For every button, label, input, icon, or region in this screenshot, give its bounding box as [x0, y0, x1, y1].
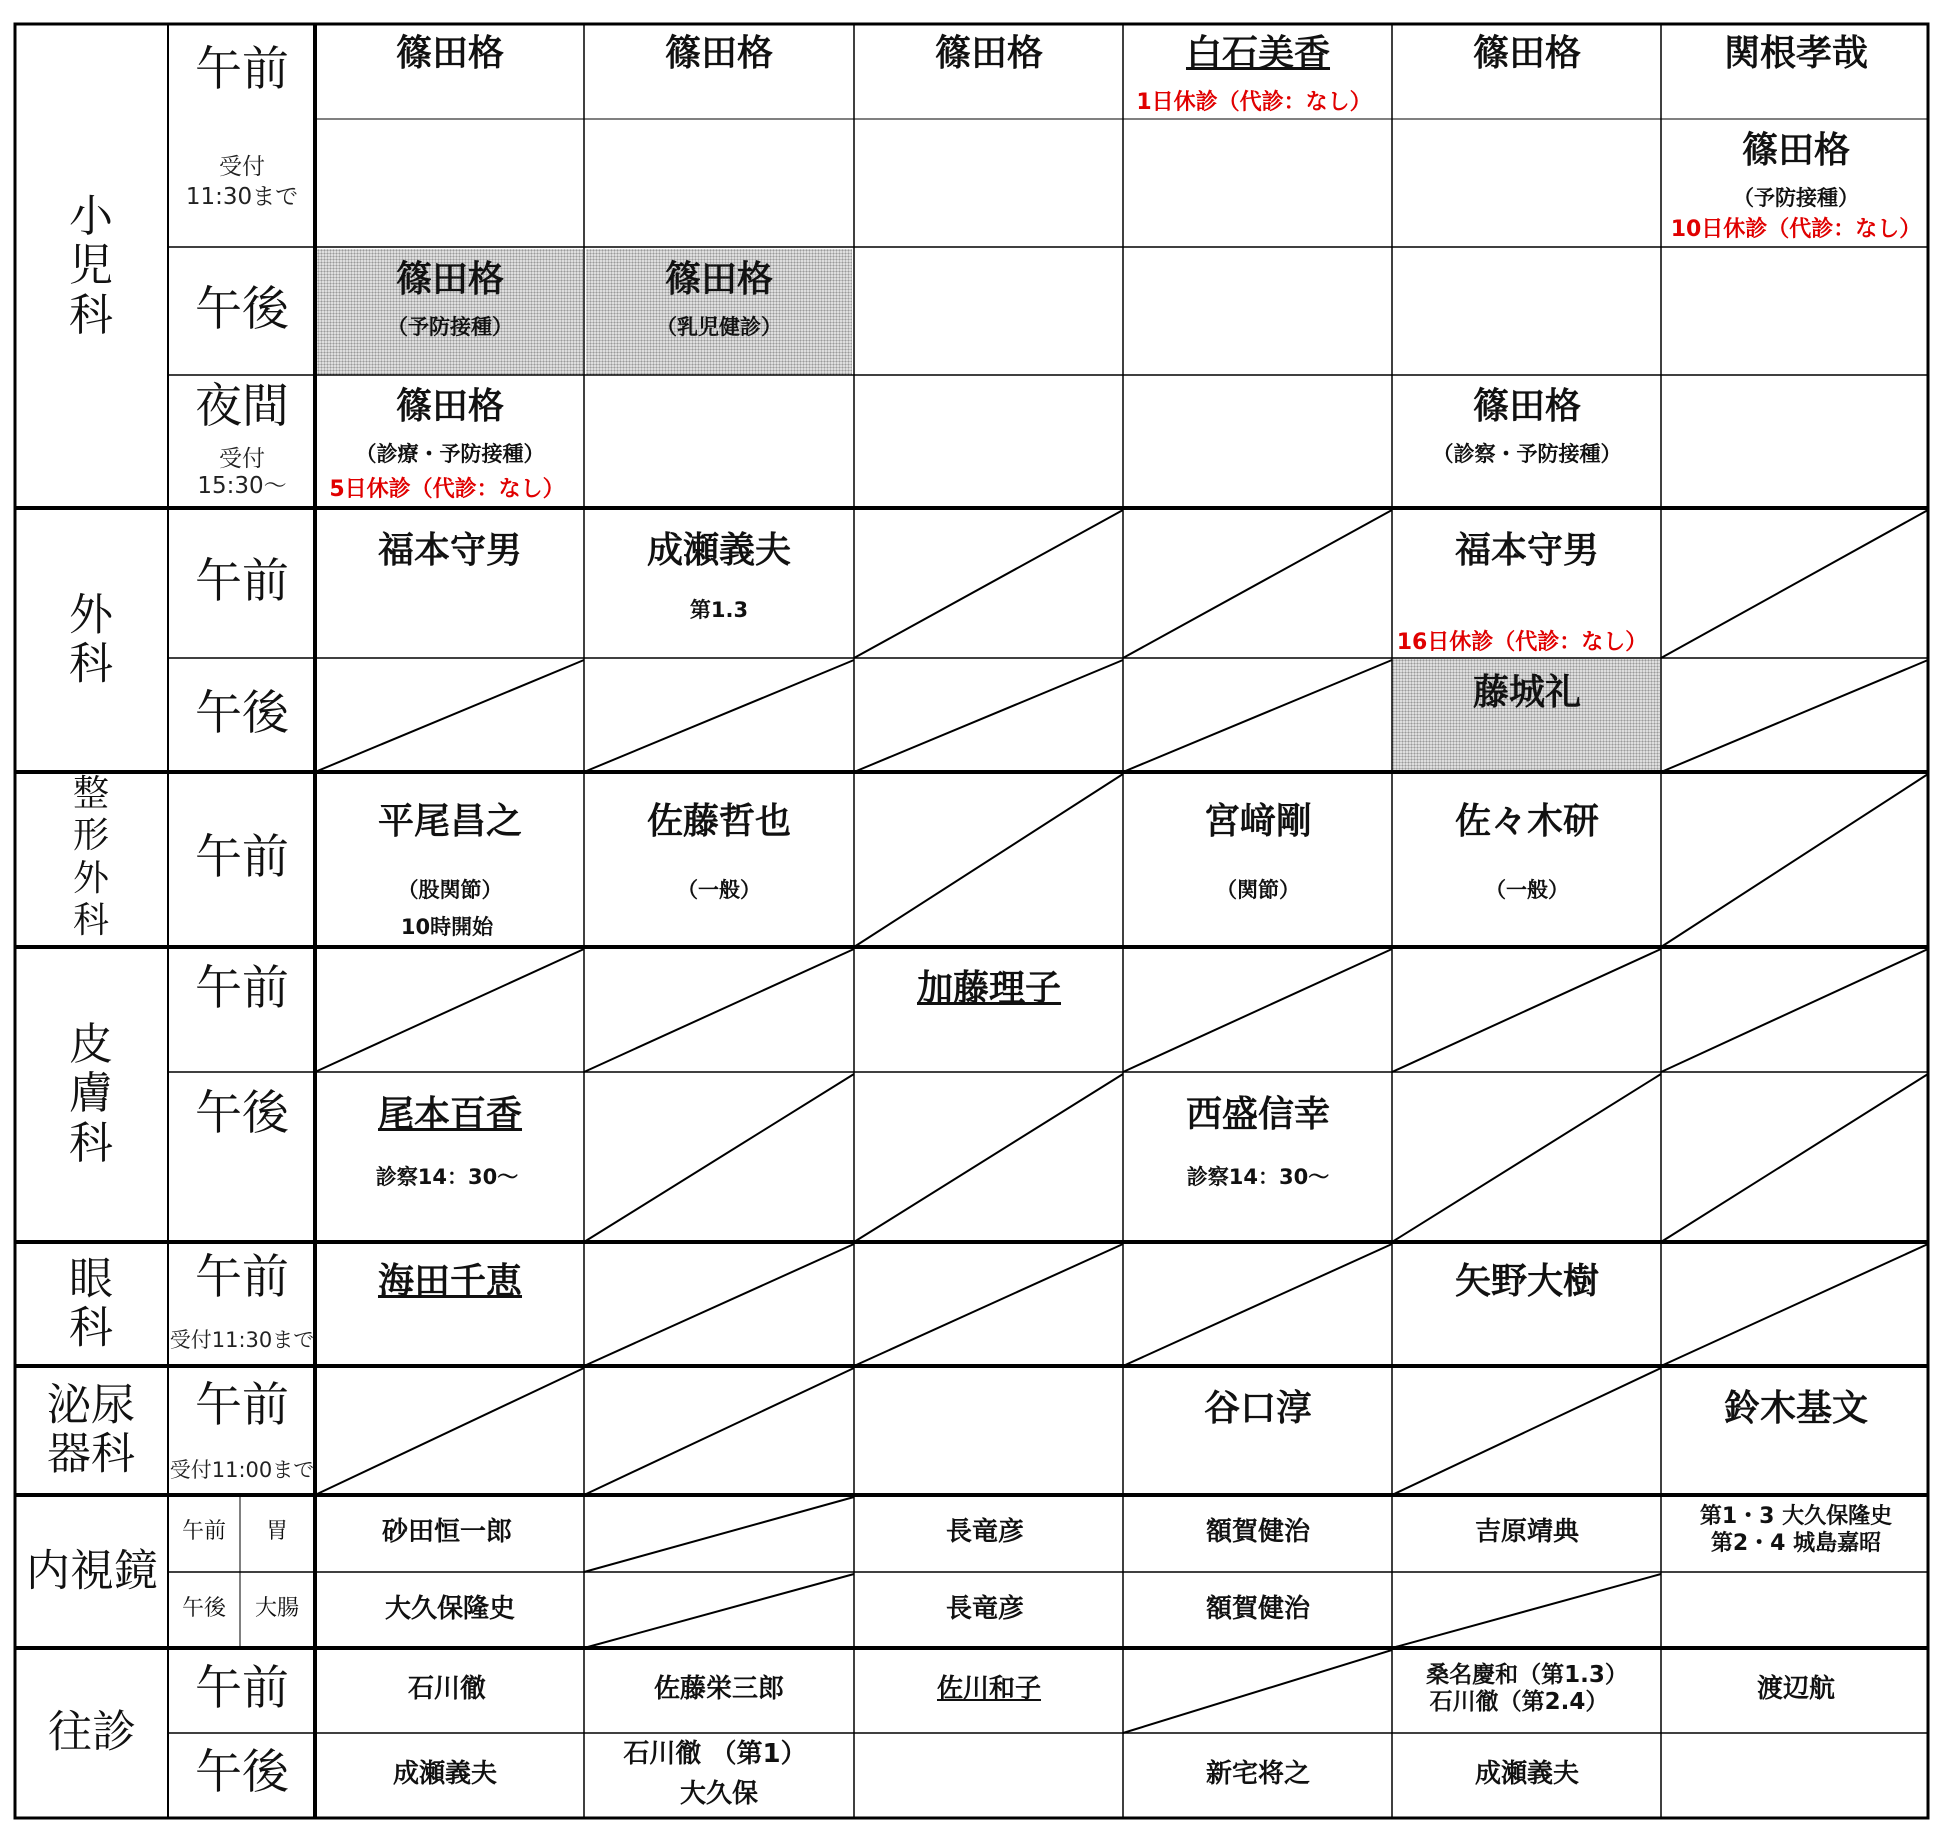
ortho-fri: 佐々木研: [1454, 801, 1600, 842]
reception-ped-am-1: 受付: [219, 154, 265, 180]
reception-ped-night-1: 受付: [219, 446, 265, 472]
derm-pm-thu: 西盛信幸: [1185, 1094, 1331, 1135]
ped-night-mon-sub: （診療・予防接種）: [355, 442, 545, 466]
endo-am-sat-1: 第1・3 大久保隆史: [1699, 1504, 1893, 1529]
endo-am-sat-2: 第2・4 城島嘉昭: [1710, 1531, 1882, 1556]
dept-ophthalmology: 眼 科: [69, 1253, 113, 1354]
visit-pm-tue-1: 石川徹 （第1）: [623, 1739, 807, 1769]
ped-night-fri-name: 篠田格: [1472, 386, 1582, 427]
period-ortho-am: 午前: [195, 830, 289, 885]
period-uro-am: 午前: [195, 1378, 289, 1433]
visit-am-wed: 佐川和子: [936, 1674, 1042, 1704]
endo-pm-mon: 大久保隆史: [384, 1594, 516, 1624]
ped-pm-tue-sub: （乳児健診）: [656, 315, 782, 339]
visit-am-sat: 渡辺航: [1756, 1674, 1836, 1704]
ped-am2-sat-sub: （予防接種）: [1733, 186, 1859, 210]
ortho-mon-note: 10時開始: [400, 915, 494, 939]
ortho-fri-sub: （一般）: [1485, 878, 1569, 902]
ortho-tue-sub: （一般）: [677, 878, 761, 902]
ped-am-tue: 篠田格: [664, 33, 774, 74]
ped-am-wed: 篠田格: [934, 33, 1044, 74]
visit-pm-thu: 新宅将之: [1205, 1759, 1311, 1789]
visit-pm-fri: 成瀬義夫: [1474, 1759, 1580, 1789]
surg-am-fri-note: 16日休診（代診：なし）: [1396, 630, 1648, 655]
surg-am-fri: 福本守男: [1454, 530, 1600, 571]
visit-pm-tue-2: 大久保: [679, 1779, 759, 1809]
visit-am-fri-1: 桑名慶和（第1.3）: [1426, 1662, 1628, 1688]
reception-eye: 受付11:30まで: [169, 1328, 315, 1352]
ortho-mon-sub: （股関節）: [397, 878, 503, 902]
derm-pm-mon: 尾本百香: [377, 1094, 523, 1135]
period-ped-am: 午前: [195, 42, 289, 97]
ped-pm-tue-name: 篠田格: [664, 259, 774, 300]
ped-am2-sat-note: 10日休診（代診：なし）: [1670, 217, 1922, 242]
ped-am-mon: 篠田格: [395, 33, 505, 74]
ped-night-fri-sub: （診察・予防接種）: [1432, 442, 1622, 466]
period-visit-am: 午前: [195, 1661, 289, 1716]
visit-pm-mon: 成瀬義夫: [392, 1759, 498, 1789]
ped-night-mon-name: 篠田格: [395, 386, 505, 427]
visit-am-tue: 佐藤栄三郎: [653, 1674, 785, 1704]
dept-surgery: 外 科: [69, 589, 113, 690]
uro-sat: 鈴木基文: [1723, 1388, 1869, 1429]
endo-am-wed: 長竜彦: [945, 1517, 1025, 1547]
dept-endoscopy: 内視鏡: [26, 1545, 158, 1597]
period-surg-am: 午前: [195, 554, 289, 609]
ped-pm-mon-sub: （予防接種）: [387, 315, 513, 339]
period-ped-pm: 午後: [195, 282, 289, 337]
ortho-tue: 佐藤哲也: [646, 801, 792, 842]
endo-am-thu: 額賀健治: [1205, 1517, 1311, 1547]
reception-ped-am-2: 11:30まで: [185, 184, 299, 210]
period-derm-am: 午前: [195, 961, 289, 1016]
reception-ped-night-2: 15:30～: [197, 473, 287, 499]
surg-pm-fri: 藤城礼: [1472, 672, 1582, 713]
reception-uro: 受付11:00まで: [169, 1458, 315, 1482]
period-endo-colon: 大腸: [254, 1596, 300, 1621]
eye-fri: 矢野大樹: [1454, 1261, 1600, 1302]
period-endo-am: 午前: [181, 1519, 227, 1544]
surg-am-tue-sub: 第1.3: [689, 598, 749, 622]
visit-am-mon: 石川徹: [407, 1674, 487, 1704]
endo-am-mon: 砂田恒一郎: [381, 1517, 513, 1547]
surg-am-tue: 成瀬義夫: [646, 530, 792, 571]
endo-pm-thu: 額賀健治: [1205, 1594, 1311, 1624]
ortho-mon: 平尾昌之: [377, 801, 523, 842]
dept-dermatology: 皮 膚 科: [69, 1019, 113, 1169]
uro-thu: 谷口淳: [1203, 1388, 1313, 1429]
derm-am-wed: 加藤理子: [916, 968, 1062, 1009]
ped-am2-sat-name: 篠田格: [1741, 130, 1851, 171]
ped-am-thu-note: 1日休診（代診：なし）: [1136, 90, 1372, 115]
derm-pm-thu-sub: 診察14：30～: [1186, 1165, 1330, 1189]
dept-urology: 泌尿 器科: [47, 1379, 135, 1480]
endo-pm-wed: 長竜彦: [945, 1594, 1025, 1624]
ped-night-mon-note: 5日休診（代診：なし）: [329, 477, 565, 502]
period-ped-night: 夜間: [195, 379, 289, 434]
dept-pediatrics: 小 児 科: [69, 191, 113, 341]
ortho-thu-sub: （関節）: [1216, 878, 1300, 902]
ped-am-sat: 関根孝哉: [1723, 33, 1869, 74]
endo-am-fri: 吉原靖典: [1474, 1517, 1580, 1547]
surg-am-mon: 福本守男: [377, 530, 523, 571]
ped-am-fri: 篠田格: [1472, 33, 1582, 74]
period-visit-pm: 午後: [195, 1745, 289, 1800]
period-endo-pm: 午後: [181, 1596, 227, 1621]
eye-mon: 海田千恵: [377, 1261, 523, 1302]
period-derm-pm: 午後: [195, 1086, 289, 1141]
dept-home-visit: 往診: [48, 1706, 136, 1758]
ortho-thu: 宮﨑剛: [1203, 801, 1313, 842]
period-eye-am: 午前: [195, 1250, 289, 1305]
ped-am-thu: 白石美香: [1185, 33, 1331, 74]
derm-pm-mon-sub: 診察14：30～: [375, 1165, 519, 1189]
visit-am-fri-2: 石川徹（第2.4）: [1429, 1689, 1609, 1715]
period-endo-stomach: 胃: [265, 1519, 289, 1544]
period-surg-pm: 午後: [195, 686, 289, 741]
dept-orthopedics: 整 形 外 科: [72, 773, 110, 942]
ped-pm-mon-name: 篠田格: [395, 259, 505, 300]
